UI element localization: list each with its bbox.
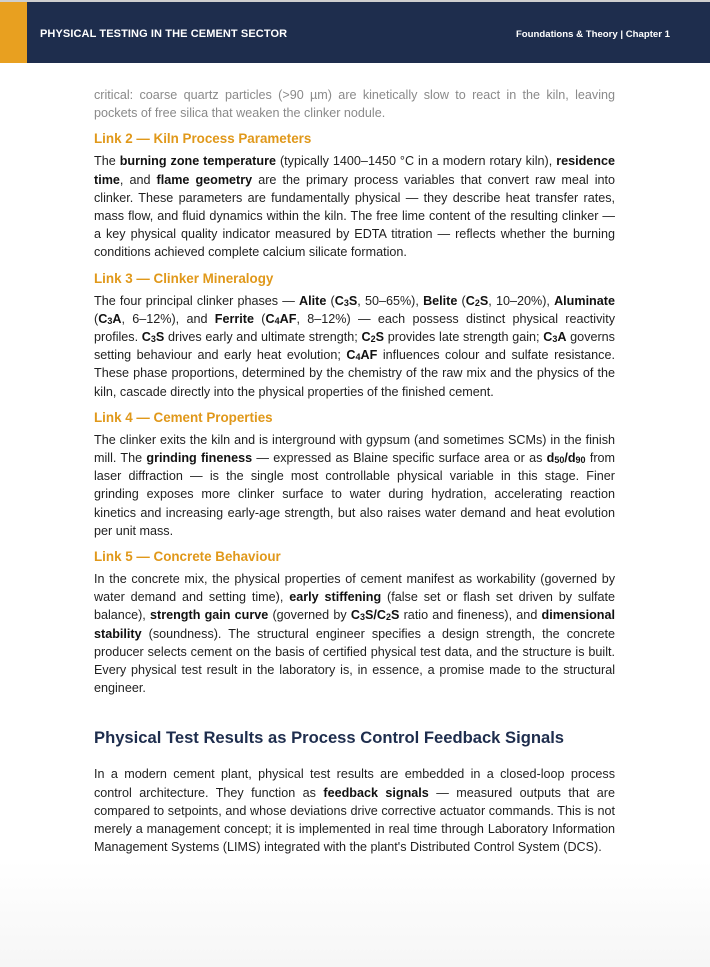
text-run: (soundness). The structural engineer specifies a design strength, the concrete producer selects cement on the basis of certified physical test data, and the structure is built. Every physical test result in the laboratory is, in essence, a promise made to the structural engineer. <box>94 626 615 696</box>
bold-term: Alite <box>299 293 327 308</box>
text-run: , and <box>119 172 157 187</box>
link5-heading: Link 5 — Concrete Behaviour <box>94 549 281 565</box>
formula-c3a: $C_3A$ <box>98 311 122 326</box>
formula-c4af: $C_4AF$ <box>265 311 297 326</box>
formula-c2s: $C_2S$ <box>361 330 385 345</box>
link2-heading: Link 2 — Kiln Process Parameters <box>94 131 312 147</box>
text-run: (false set or flash set driven by sulfate balance), <box>94 590 616 623</box>
text-run: are the primary process variables that convert raw meal into clinker. These parameters are fundamentally physical — they describe heat transfer rates, mass flow, and fluid dynamics within the kiln. The free lime content of the resulting clinker — a key physical quality indicator measured by EDTA titration — reflects whether the burning conditions achieved complete calcium silicate formation. <box>94 172 615 260</box>
link5-paragraph <box>94 570 615 697</box>
text-run: , 10–20%), <box>488 293 555 308</box>
text-run: provides late strength gain; <box>384 330 544 345</box>
bold-term: strength gain curve <box>150 608 269 623</box>
bold-term: dimensional stability <box>94 608 615 641</box>
formula-c4af: $C_4AF$ <box>346 348 378 363</box>
text-run: (typically 1400–1450 °C in a modern rotary kiln), <box>275 154 557 169</box>
text-run: governs setting behaviour and early heat evolution; <box>94 330 615 363</box>
text-run: The clinker exits the kiln and is interground with gypsum (and sometimes SCMs) in the finish mill. The <box>94 432 615 466</box>
link3-paragraph: The four principal clinker phases — Alite ($C_3S$, 50–65%), Belite ($C_2S$, 10–20%), Aluminate ($C_3A$, 6–12%), and Ferrite ($C_4AF$, 8–12%) — each possess distinct physical reactivity profiles. $C_3S$ drives early and ultimate strength; $C_2S$ provides late strength gain; $C_3A$ governs setting behaviour and early heat evolution; $C_4AF$ influences colour and sulfate resistance. These phase proportions, determined by the chemistry of the raw mix and the physics of the kiln, cascade directly into the physical properties of the finished cement. <box>94 293 615 399</box>
formula-c3s-c2s: $C_3S/C_2S$ <box>350 608 400 623</box>
text-run: — measured outputs that are compared to setpoints, and whose deviations drive corrective actuator commands. This is not merely a management concept; it is implemented in real time through Laboratory Information Management Systems (LIMS) integrated with the plant's Distributed Control System (DCS). <box>94 785 616 855</box>
text-run: from laser diffraction — is the single most controllable physical variable in this stage. Finer grinding exposes more clinker surface to water during hydration, accelerating reaction kinetics and increasing early-age strength, but also raises water demand and heat evolution per unit mass. <box>94 451 616 538</box>
intro-paragraph: critical: coarse quartz particles (>90 µm) are kinetically slow to react in the kiln, leaving pockets of free silica that weaken the clinker nodule. <box>94 88 615 121</box>
formula-c3a: $C_3A$ <box>543 330 567 345</box>
header-accent-tab <box>0 2 27 63</box>
section-title: Physical Test Results as Process Control Feedback Signals <box>94 728 565 748</box>
text-run: ratio and fineness), and <box>399 608 542 623</box>
text-run: , 50–65%), <box>357 293 424 308</box>
link3-heading: Link 3 — Clinker Mineralogy <box>94 270 274 286</box>
bold-term: feedback signals <box>323 785 429 800</box>
header-title: PHYSICAL TESTING IN THE CEMENT SECTOR <box>40 28 288 40</box>
bold-term: Ferrite <box>214 311 254 326</box>
text-run: The <box>94 154 120 169</box>
bold-term: residence time <box>94 154 616 187</box>
bold-term: flame geometry <box>156 172 253 187</box>
section-paragraph <box>94 765 615 856</box>
bold-term: Aluminate <box>554 293 615 308</box>
bold-term: burning zone temperature <box>119 154 276 169</box>
link4-heading: Link 4 — Cement Properties <box>94 409 273 425</box>
link4-paragraph <box>94 431 615 540</box>
formula-c3s: $C_3S$ <box>334 293 358 308</box>
page-content <box>94 86 615 857</box>
formula-c2s: $C_2S$ <box>465 293 489 308</box>
text-run: , 8–12%) — each possess distinct physical reactivity profiles. <box>94 311 615 345</box>
formula-d50-d90: $d_{50}/d_{90}$ <box>546 451 586 466</box>
text-run: influences colour and sulfate resistance. These phase proportions, determined by the chemistry of the raw mix and the physics of the kiln, cascade directly into the physical properties of the finished cement. <box>94 348 615 399</box>
formula-c3s: $C_3S$ <box>141 330 165 345</box>
page-bottom-fade <box>0 860 710 967</box>
text-run: drives early and ultimate strength; <box>164 330 362 345</box>
page-header <box>0 2 710 63</box>
bold-term: Belite <box>423 293 458 308</box>
text-run: , 6–12%), and <box>121 311 215 326</box>
bold-term: grinding fineness <box>146 451 253 466</box>
text-run: — expressed as Blaine specific surface area or as <box>252 451 547 466</box>
text-run: In a modern cement plant, physical test results are embedded in a closed-loop process control architecture. They function as <box>94 767 615 800</box>
text-run: The four principal clinker phases — <box>94 293 300 308</box>
header-chapter: Foundations & Theory | Chapter 1 <box>515 29 670 40</box>
text-run: In the concrete mix, the physical properties of cement manifest as workability (governed by water demand and setting time), <box>94 572 615 605</box>
text-run: (governed by <box>268 608 351 623</box>
bold-term: early stiffening <box>289 590 382 605</box>
link2-paragraph <box>94 152 615 261</box>
